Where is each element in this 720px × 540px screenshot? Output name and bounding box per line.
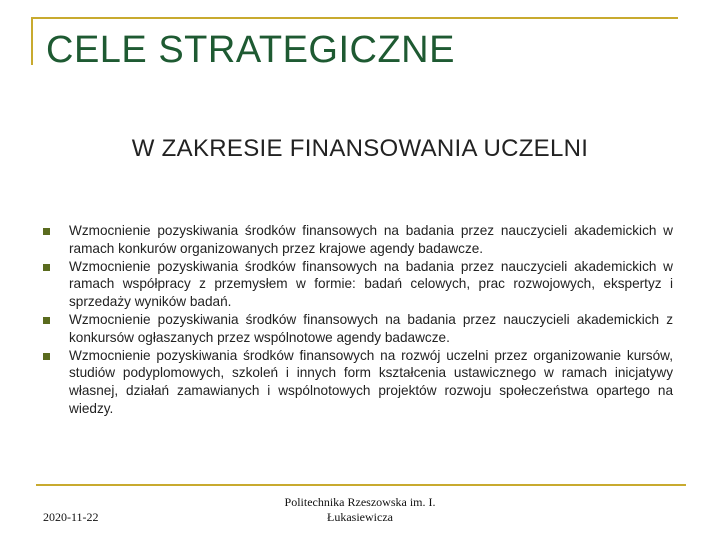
- square-bullet-icon: [43, 353, 50, 360]
- bullet-item: [43, 258, 673, 311]
- frame-bottom-line: [36, 484, 686, 486]
- bullet-item: [43, 347, 673, 418]
- bullet-item: [43, 311, 673, 347]
- footer-institution-line2: Łukasiewicza: [327, 510, 393, 524]
- bullet-text: Wzmocnienie pozyskiwania środków finansowych na rozwój uczelni przez organizowanie kursów, studiów podyplomowych, szkoleń i innych form kształcenia ustawicznego w ramach inicjatywy własnej, działań zamawianych i wspólnotowych projektów rozwoju społeczeństwa opartego na wiedzy.: [69, 347, 673, 416]
- square-bullet-icon: [43, 228, 50, 235]
- slide-title: CELE STRATEGICZNE: [46, 29, 455, 71]
- bullet-text: Wzmocnienie pozyskiwania środków finansowych na badania przez nauczycieli akademickich w ramach współpracy z przemysłem w formie: badań celowych, prac rozwojowych, ekspertyz i sprzedaży wyników badań.: [69, 258, 673, 310]
- bullet-list: [43, 222, 673, 418]
- bullet-text: Wzmocnienie pozyskiwania środków finansowych na badania przez nauczycieli akademickich z konkursów ogłaszanych przez wspólnotowe agendy badawcze.: [69, 311, 673, 345]
- square-bullet-icon: [43, 264, 50, 271]
- slide-subtitle: W ZAKRESIE FINANSOWANIA UCZELNI: [131, 135, 589, 162]
- footer-date: 2020-11-22: [43, 510, 99, 524]
- footer-institution-line1: Politechnika Rzeszowska im. I.: [284, 495, 436, 509]
- frame-top-line: [31, 17, 678, 19]
- bullet-text: Wzmocnienie pozyskiwania środków finansowych na badania przez nauczycieli akademickich w ramach konkurów organizowanych przez krajowe agendy badawcze.: [69, 223, 673, 256]
- footer-institution: [260, 495, 460, 525]
- square-bullet-icon: [43, 317, 50, 324]
- frame-left-line: [31, 17, 33, 65]
- bullet-item: [43, 222, 673, 258]
